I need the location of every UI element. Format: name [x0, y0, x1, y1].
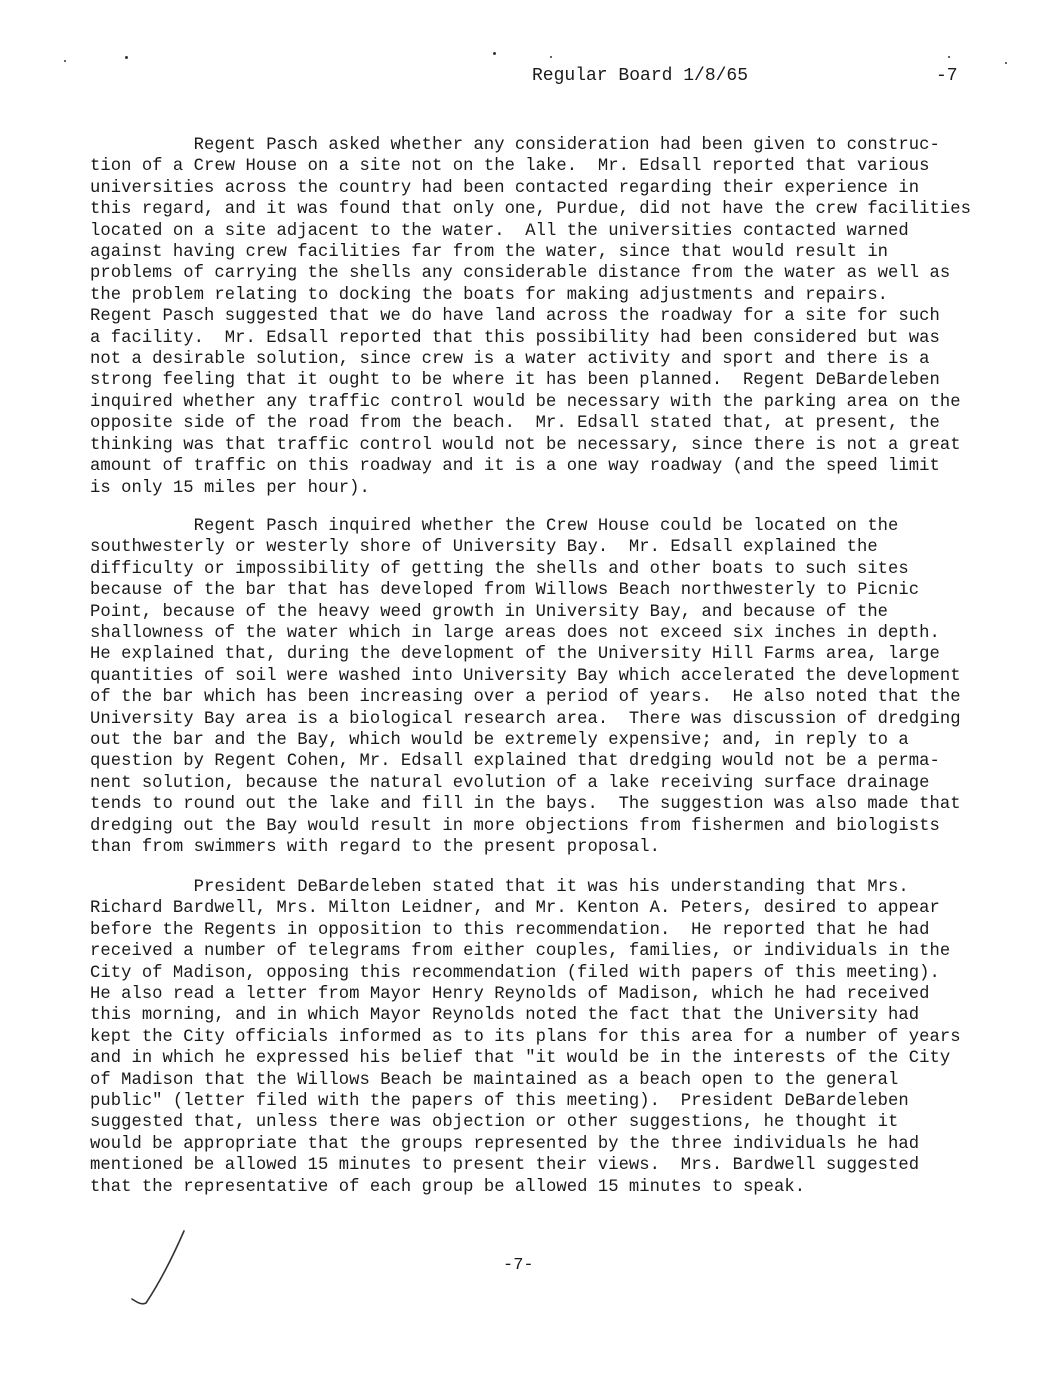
scan-speck — [64, 60, 66, 62]
page-header — [532, 66, 972, 90]
header-title: Regular Board 1/8/65 — [532, 66, 749, 86]
text-line: shallowness of the water which in large areas does not exceed six inches in depth. — [90, 624, 940, 644]
text-line: received a number of telegrams from either couples, families, or individuals in the — [90, 942, 951, 962]
scan-speck — [1005, 62, 1007, 64]
text-line: southwesterly or westerly shore of University Bay. Mr. Edsall explained the — [90, 538, 878, 558]
paragraph-opposition — [90, 877, 995, 1198]
text-line: problems of carrying the shells any considerable distance from the water as well as — [90, 264, 951, 284]
scan-speck — [493, 52, 496, 55]
text-line: would be appropriate that the groups represented by the three individuals he had — [90, 1134, 920, 1154]
text-line: nent solution, because the natural evolution of a lake receiving surface drainage — [90, 773, 930, 793]
text-line: that the representative of each group be allowed 15 minutes to speak. — [90, 1177, 806, 1197]
text-line: before the Regents in opposition to this recommendation. He reported that he had — [90, 920, 930, 940]
text-line: University Bay area is a biological research area. There was discussion of dredging — [90, 709, 961, 729]
scan-speck — [550, 56, 552, 58]
footer-page-number: -7- — [503, 1256, 534, 1275]
text-line: Regent Pasch asked whether any consideration had been given to construc- — [90, 136, 940, 155]
text-line: out the bar and the Bay, which would be extremely expensive; and, in reply to a — [90, 731, 909, 751]
text-line: amount of traffic on this roadway and it is a one way roadway (and the speed limit — [90, 457, 940, 477]
text-line: Point, because of the heavy weed growth in University Bay, and because of the — [90, 602, 889, 622]
scan-speck — [125, 56, 128, 59]
text-line: tion of a Crew House on a site not on the lake. Mr. Edsall reported that various — [90, 157, 930, 177]
paragraph-crew-house-site — [90, 135, 995, 499]
header-page-ref: -7 — [936, 66, 958, 86]
text-line: Richard Bardwell, Mrs. Milton Leidner, and Mr. Kenton A. Peters, desired to appear — [90, 899, 940, 919]
text-line: against having crew facilities far from the water, since that would result in — [90, 243, 889, 263]
text-line: kept the City officials informed as to its plans for this area for a number of years — [90, 1027, 961, 1047]
text-line: suggested that, unless there was objection or other suggestions, he thought it — [90, 1113, 899, 1133]
text-line: of the bar which has been increasing over a period of years. He also noted that the — [90, 688, 961, 708]
scan-speck — [948, 56, 950, 58]
text-line: President DeBardeleben stated that it was his understanding that Mrs. — [90, 878, 909, 897]
text-line: the problem relating to docking the boats for making adjustments and repairs. — [90, 285, 889, 305]
text-line: Regent Pasch suggested that we do have land across the roadway for a site for such — [90, 307, 940, 327]
text-line: opposite side of the road from the beach. Mr. Edsall stated that, at present, the — [90, 414, 940, 434]
text-line: of Madison that the Willows Beach be maintained as a beach open to the general — [90, 1070, 899, 1090]
text-line: a facility. Mr. Edsall reported that this possibility had been considered but was — [90, 328, 940, 348]
paragraph-university-bay — [90, 516, 995, 859]
text-line: question by Regent Cohen, Mr. Edsall explained that dredging would not be a perma- — [90, 752, 940, 772]
text-line: is only 15 miles per hour). — [90, 478, 370, 498]
text-line: quantities of soil were washed into University Bay which accelerated the development — [90, 666, 961, 686]
text-line: He also read a letter from Mayor Henry Reynolds of Madison, which he had received — [90, 985, 930, 1005]
text-line: inquired whether any traffic control would be necessary with the parking area on the — [90, 392, 961, 412]
text-line: thinking was that traffic control would not be necessary, since there is not a great — [90, 435, 961, 455]
text-line: tends to round out the lake and fill in the bays. The suggestion was also made that — [90, 795, 961, 815]
handwritten-checkmark-icon — [128, 1225, 198, 1315]
text-line: dredging out the Bay would result in more objections from fishermen and biologists — [90, 816, 940, 836]
text-line: strong feeling that it ought to be where it has been planned. Regent DeBardeleben — [90, 371, 940, 391]
text-line: than from swimmers with regard to the present proposal. — [90, 838, 661, 858]
text-line: difficulty or impossibility of getting the shells and other boats to such sites — [90, 559, 909, 579]
text-line: located on a site adjacent to the water. All the universities contacted warned — [90, 221, 909, 241]
text-line: and in which he expressed his belief that "it would be in the interests of the City — [90, 1049, 951, 1069]
text-line: Regent Pasch inquired whether the Crew House could be located on the — [90, 517, 899, 536]
text-line: not a desirable solution, since crew is a water activity and sport and there is a — [90, 350, 930, 370]
text-line: City of Madison, opposing this recommendation (filed with papers of this meeting). — [90, 963, 940, 983]
text-line: this regard, and it was found that only one, Purdue, did not have the crew facilities — [90, 200, 971, 220]
text-line: public" (letter filed with the papers of this meeting). President DeBardeleben — [90, 1092, 909, 1112]
text-line: because of the bar that has developed from Willows Beach northwesterly to Picnic — [90, 581, 920, 601]
text-line: this morning, and in which Mayor Reynolds noted the fact that the University had — [90, 1006, 920, 1026]
text-line: universities across the country had been contacted regarding their experience in — [90, 178, 920, 198]
text-line: He explained that, during the development of the University Hill Farms area, large — [90, 645, 940, 665]
text-line: mentioned be allowed 15 minutes to present their views. Mrs. Bardwell suggested — [90, 1156, 920, 1176]
